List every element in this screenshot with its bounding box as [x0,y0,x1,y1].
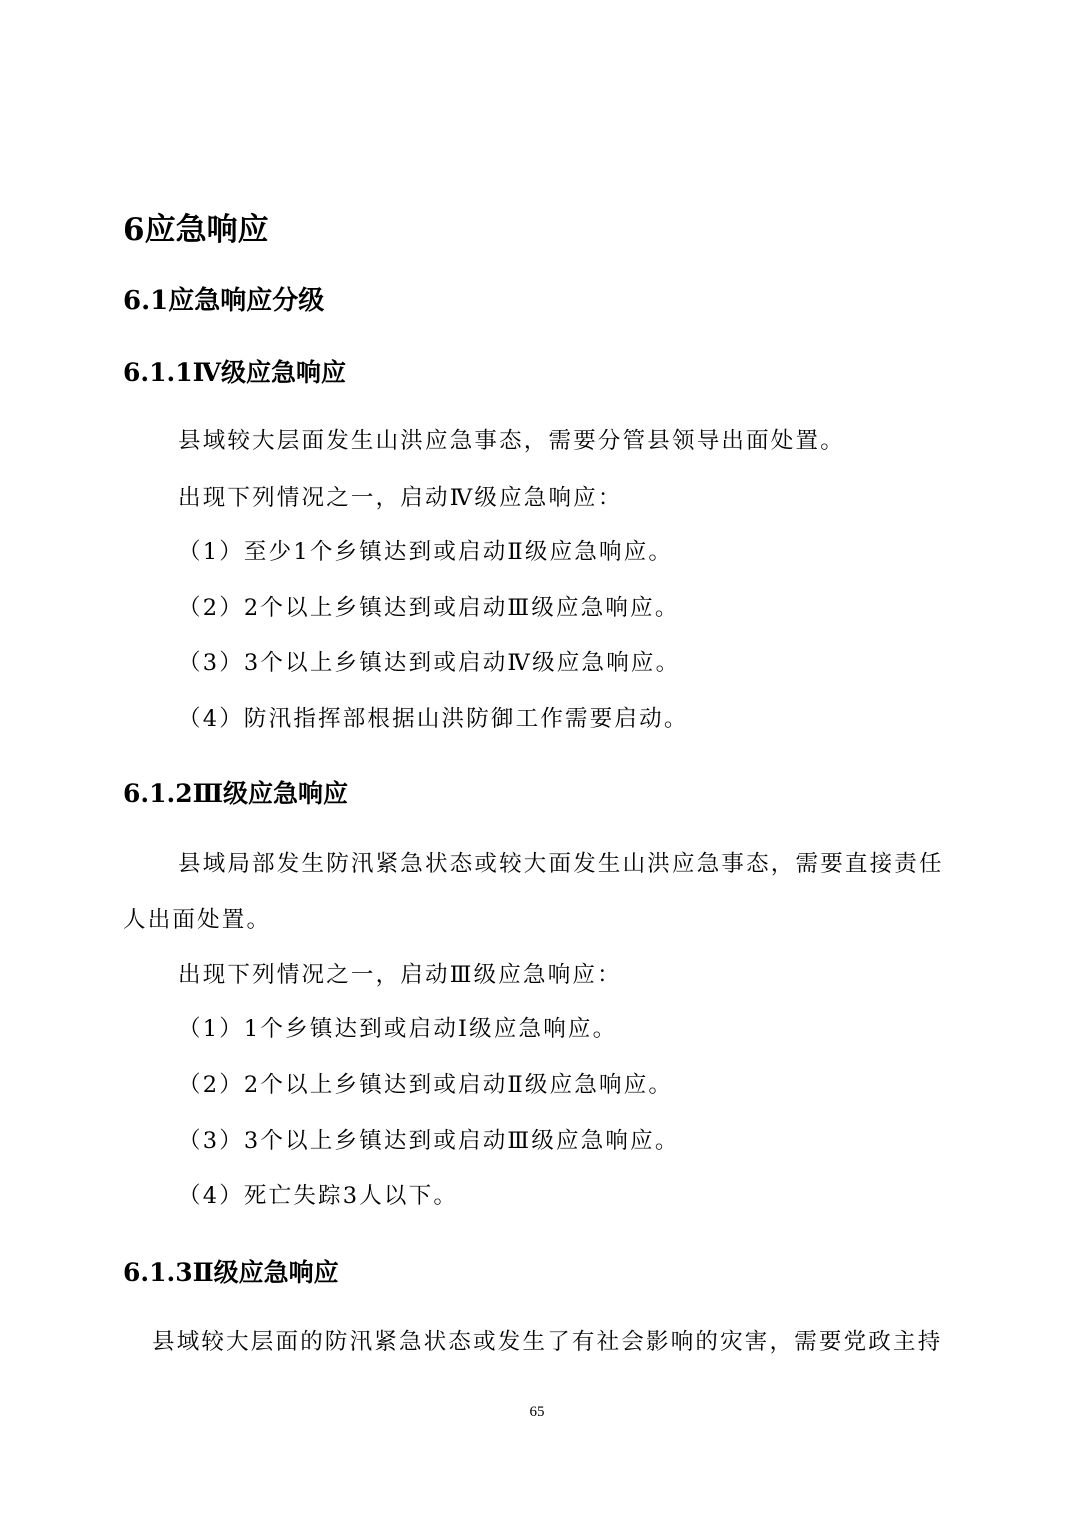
subsection-heading: 6.1应急响应分级 [123,286,325,316]
level-iv-intro: 县域较大层面发生山洪应急事态，需要分管县领导出面处置。 [178,428,845,454]
level-ii-heading: 6.1.3Ⅱ级应急响应 [123,1258,339,1287]
section-heading: 6应急响应 [123,212,269,248]
level-iii-item-2: （2）2个以上乡镇达到或启动Ⅱ级应急响应。 [178,1072,674,1098]
level-iv-item-1: （1）至少1个乡镇达到或启动Ⅱ级应急响应。 [178,539,674,565]
level-iv-trigger: 出现下列情况之一，启动Ⅳ级应急响应： [178,485,623,511]
level-iii-item-3: （3）3个以上乡镇达到或启动Ⅲ级应急响应。 [178,1128,680,1154]
level-iii-trigger: 出现下列情况之一，启动Ⅲ级应急响应： [178,962,622,988]
level-iii-item-1: （1）1个乡镇达到或启动Ⅰ级应急响应。 [178,1016,618,1042]
page-number: 65 [529,1404,545,1420]
level-iii-intro-line-2: 人出面处置。 [123,907,272,933]
level-iii-heading: 6.1.2Ⅲ级应急响应 [123,779,349,808]
level-iii-intro-line-1: 县域局部发生防汛紧急状态或较大面发生山洪应急事态，需要直接责任 [178,851,944,877]
level-iv-item-4: （4）防汛指挥部根据山洪防御工作需要启动。 [178,706,689,732]
level-iv-heading: 6.1.1Ⅳ级应急响应 [123,358,346,387]
level-ii-intro-line-1: 县域较大层面的防汛紧急状态或发生了有社会影响的灾害，需要党政主持 [152,1329,943,1355]
level-iii-item-4: （4）死亡失踪3人以下。 [178,1183,459,1209]
level-iv-item-3: （3）3个以上乡镇达到或启动Ⅳ级应急响应。 [178,650,681,676]
level-iv-item-2: （2）2个以上乡镇达到或启动Ⅲ级应急响应。 [178,595,680,621]
